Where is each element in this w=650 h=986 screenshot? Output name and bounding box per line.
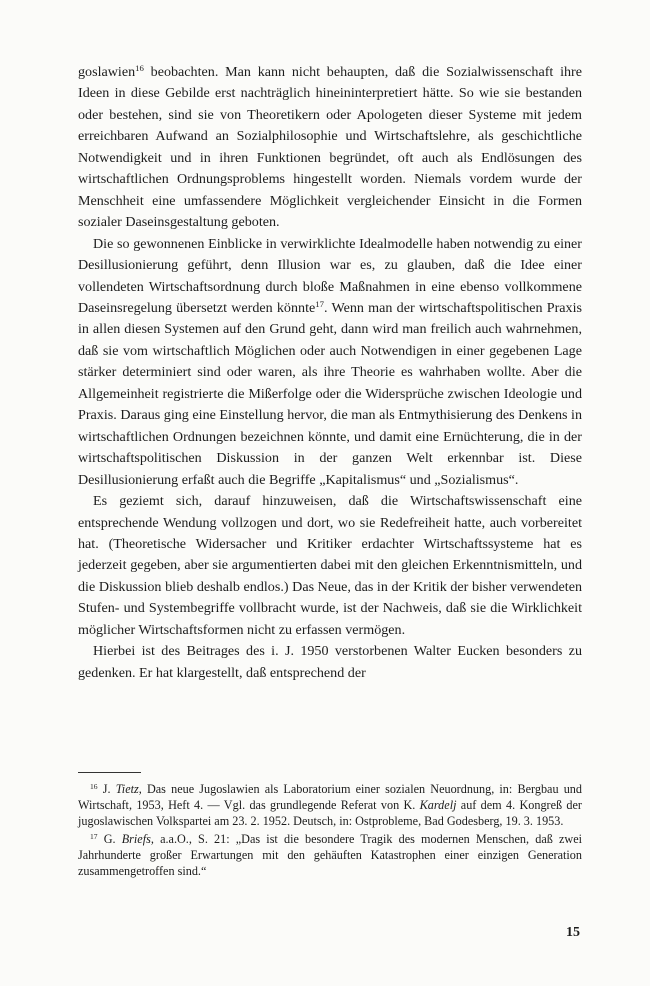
page-number: 15 — [566, 925, 580, 940]
paragraph-2: Die so gewonnenen Einblicke in verwirklichte Idealmodelle haben notwendig zu einer Desillusionierung geführt, denn Illusion war es, zu glauben, daß die Idee einer vollendeten Wirtschaftsordnung durch bloße Maßnahmen in eine ebenso vollkommene Daseinsregelung übersetzt werden könnte$^{17}$. Wenn man der wirtschaftspolitischen Praxis in allen diesen Systemen auf den Grund geht, dann wird man freilich auch wahrnehmen, daß sie vom wirtschaftlich Möglichen oder auch Notwendigen in einer gegebenen Lage stärker determiniert sind oder waren, als ihre Theorie es wahrhaben wollte. Aber die Allgemeinheit registrierte die Mißerfolge oder die Widersprüche zwischen Ideologie und Praxis. Daraus ging eine Einstellung hervor, die man als Entmythisierung des Denkens in wirtschaftlichen Ordnungen bezeichnen könnte, und damit eine Ernüchterung, die in der wirtschaftspolitischen Diskussion in der ganzen Welt erkennbar ist. Diese Desillusionierung erfaßt auch die Begriffe „Kapitalismus“ und „Sozialismus“. — [78, 235, 582, 488]
footnote-17: $^{17}$ G. Briefs, a.a.O., S. 21: „Das ist die besondere Tragik des modernen Menschen, daß zwei Jahrhunderte großer Erwartungen mit den gehäuften Katastrophen einer einzigen Generation zusammengetroffen sind.“ — [78, 831, 582, 879]
main-text — [78, 62, 582, 684]
footnote-16: $^{16}$ J. Tietz, Das neue Jugoslawien als Laboratorium einer sozialen Neuordnung, in: Bergbau und Wirtschaft, 1953, Heft 4. — Vgl. das grundlegende Referat von K. Kardelj auf dem 4. Kongreß der jugoslawischen Volkspartei am 23. 2. 1952. Deutsch, in: Ostprobleme, Bad Godesberg, 19. 3. 1953. — [78, 781, 582, 829]
footnote-ref-16: 16 — [135, 63, 144, 74]
paragraph-3: Es geziemt sich, darauf hinzuweisen, daß die Wirtschaftswissenschaft eine entsprechende Wendung vollzogen und dort, wo sie Redefreiheit hatte, auch vorbereitet hat. (Theoretische Widersacher und Kritiker erdachter Wirtschaftssysteme hat es jederzeit gegeben, aber sie argumentierten dabei mit den gleichen Erkenntnismitteln, und die Diskussion blieb deshalb endlos.) Das Neue, das in der Kritik der bisher verwendeten Stufen- und Systembegriffe vollbracht wurde, ist der Nachweis, daß sie die Wirklichkeit möglicher Wirtschaftsformen nicht zu erfassen vermögen. — [78, 493, 582, 638]
footnotes — [78, 781, 582, 880]
footnote-separator — [78, 772, 141, 773]
paragraph-4: Hierbei ist des Beitrages des i. J. 1950 verstorbenen Walter Eucken besonders zu gedenken. Er hat klargestellt, daß entsprechend der — [78, 643, 582, 681]
paragraph-1: goslawien$^{16}$ beobachten. Man kann nicht behaupten, daß die Sozialwissenschaft ihre Ideen in diese Gebilde erst nachträglich hineininterpretiert hätte. So wie sie bestanden oder bestehen, sind sie von Theoretikern oder Apologeten dieser Systeme mit jedem erreichbaren Aufwand an Sozialphilosophie und Wirtschaftslehre, als geschichtliche Notwendigkeit und in ihren Funktionen begründet, oft auch als Endlösungen des wirtschaftlichen Ordnungsproblems hingestellt worden. Niemals vordem wurde der Menschheit eine umfassendere Möglichkeit vergleichender Einsicht in die Formen sozialer Daseinsgestaltung geboten. — [78, 63, 582, 231]
footnote-ref-17: 17 — [315, 299, 324, 310]
